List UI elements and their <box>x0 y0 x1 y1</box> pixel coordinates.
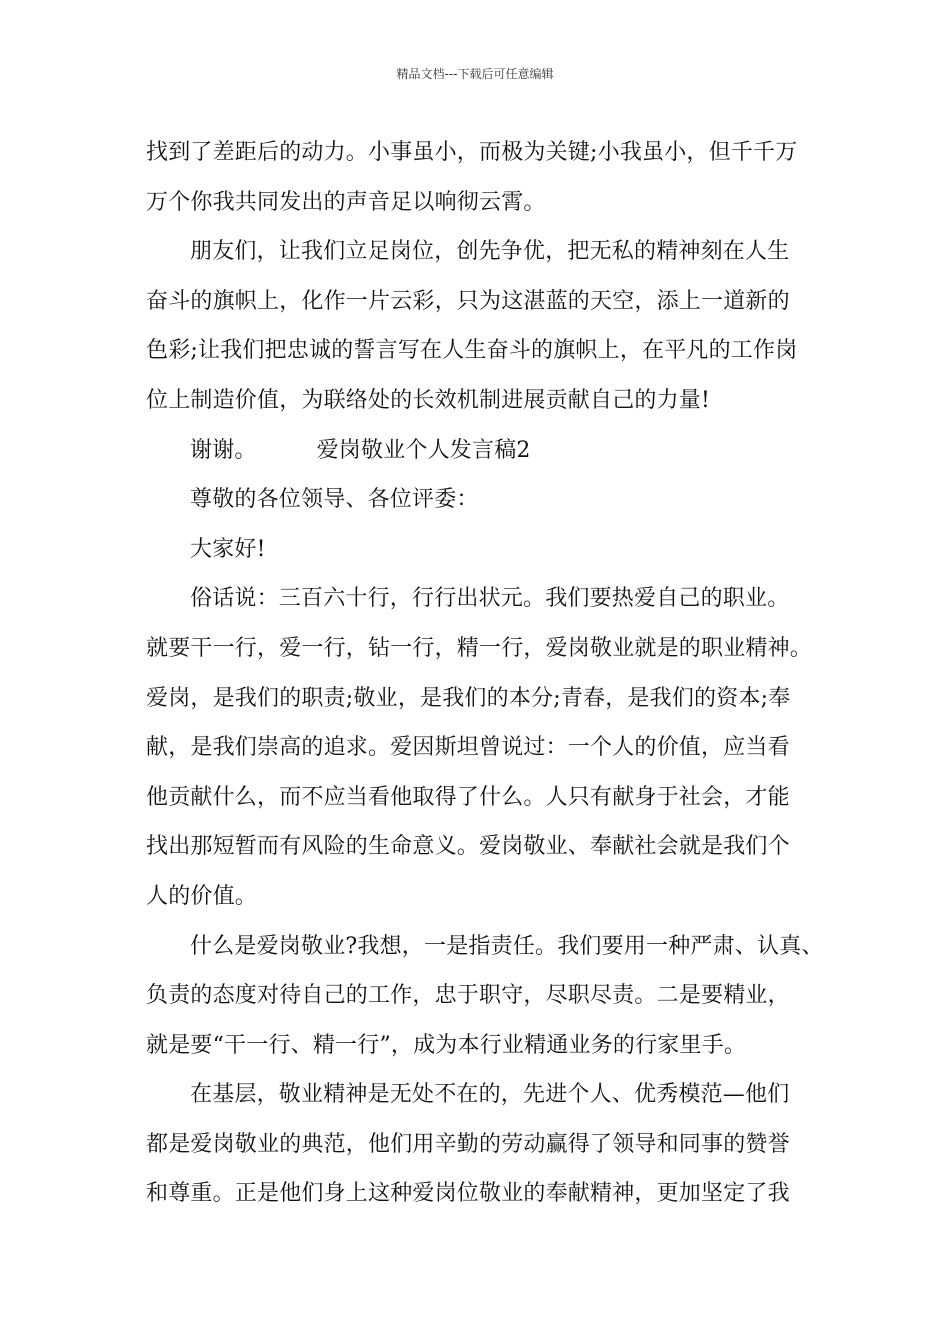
text-line: 就要干一行，爱一行，钻一行，精一行，爱岗敬业就是的职业精神。 <box>146 635 813 661</box>
text-line: 奋斗的旗帜上，化作一片云彩，只为这湛蓝的天空，添上一道新的 <box>146 288 790 314</box>
thanks-and-title-line <box>146 426 846 476</box>
text-line: 和尊重。正是他们身上这种爱岗位敬业的奉献精神，更加坚定了我 <box>146 1181 790 1207</box>
text-line: 找到了差距后的动力。小事虽小，而极为关键;小我虽小，但千千万 <box>146 140 798 165</box>
document-body <box>146 128 846 1219</box>
paragraph-start-line: 朋友们，让我们立足岗位，创先争优，把无私的精神刻在人生 <box>190 239 790 265</box>
salutation-line: 尊敬的各位领导、各位评委： <box>190 487 479 513</box>
text-line: 献，是我们崇高的追求。爱因斯坦曾说过：一个人的价值，应当看 <box>146 735 790 761</box>
paragraph-start-line: 俗话说：三百六十行，行行出状元。我们要热爱自己的职业。 <box>190 586 790 612</box>
text-line: 就是要“干一行、精一行”，成为本行业精通业务的行家里手。 <box>146 1032 747 1058</box>
text-line: 找出那短暂而有风险的生命意义。爱岗敬业、奉献社会就是我们个 <box>146 834 790 860</box>
text-line: 万个你我共同发出的声音足以响彻云霄。 <box>146 189 546 215</box>
greeting-line: 大家好! <box>190 536 266 562</box>
thanks-text: 谢谢。 <box>190 437 257 463</box>
paragraph-start-line: 什么是爱岗敬业?我想，一是指责任。我们要用一种严肃、认真、 <box>190 933 824 959</box>
speech-title: 爱岗敬业个人发言稿2 <box>316 437 531 463</box>
text-line: 他贡献什么，而不应当看他取得了什么。人只有献身于社会，才能 <box>146 784 790 810</box>
text-line: 位上制造价值，为联络处的长效机制进展贡献自己的力量! <box>146 387 711 413</box>
text-line: 负责的态度对待自己的工作，忠于职守，尽职尽责。二是要精业， <box>146 983 790 1009</box>
text-line: 色彩;让我们把忠诚的誓言写在人生奋斗的旗帜上，在平凡的工作岗 <box>146 338 798 364</box>
text-line: 人的价值。 <box>146 883 258 909</box>
paragraph-start-line: 在基层，敬业精神是无处不在的，先进个人、优秀模范—他们 <box>190 1082 790 1108</box>
text-line: 爱岗，是我们的职责;敬业，是我们的本分;青春，是我们的资本;奉 <box>146 685 791 711</box>
text-line: 都是爱岗敬业的典范，他们用辛勤的劳动赢得了领导和同事的赞誉 <box>146 1131 790 1157</box>
page-header: 精品文档---下载后可任意编辑 <box>396 67 554 81</box>
